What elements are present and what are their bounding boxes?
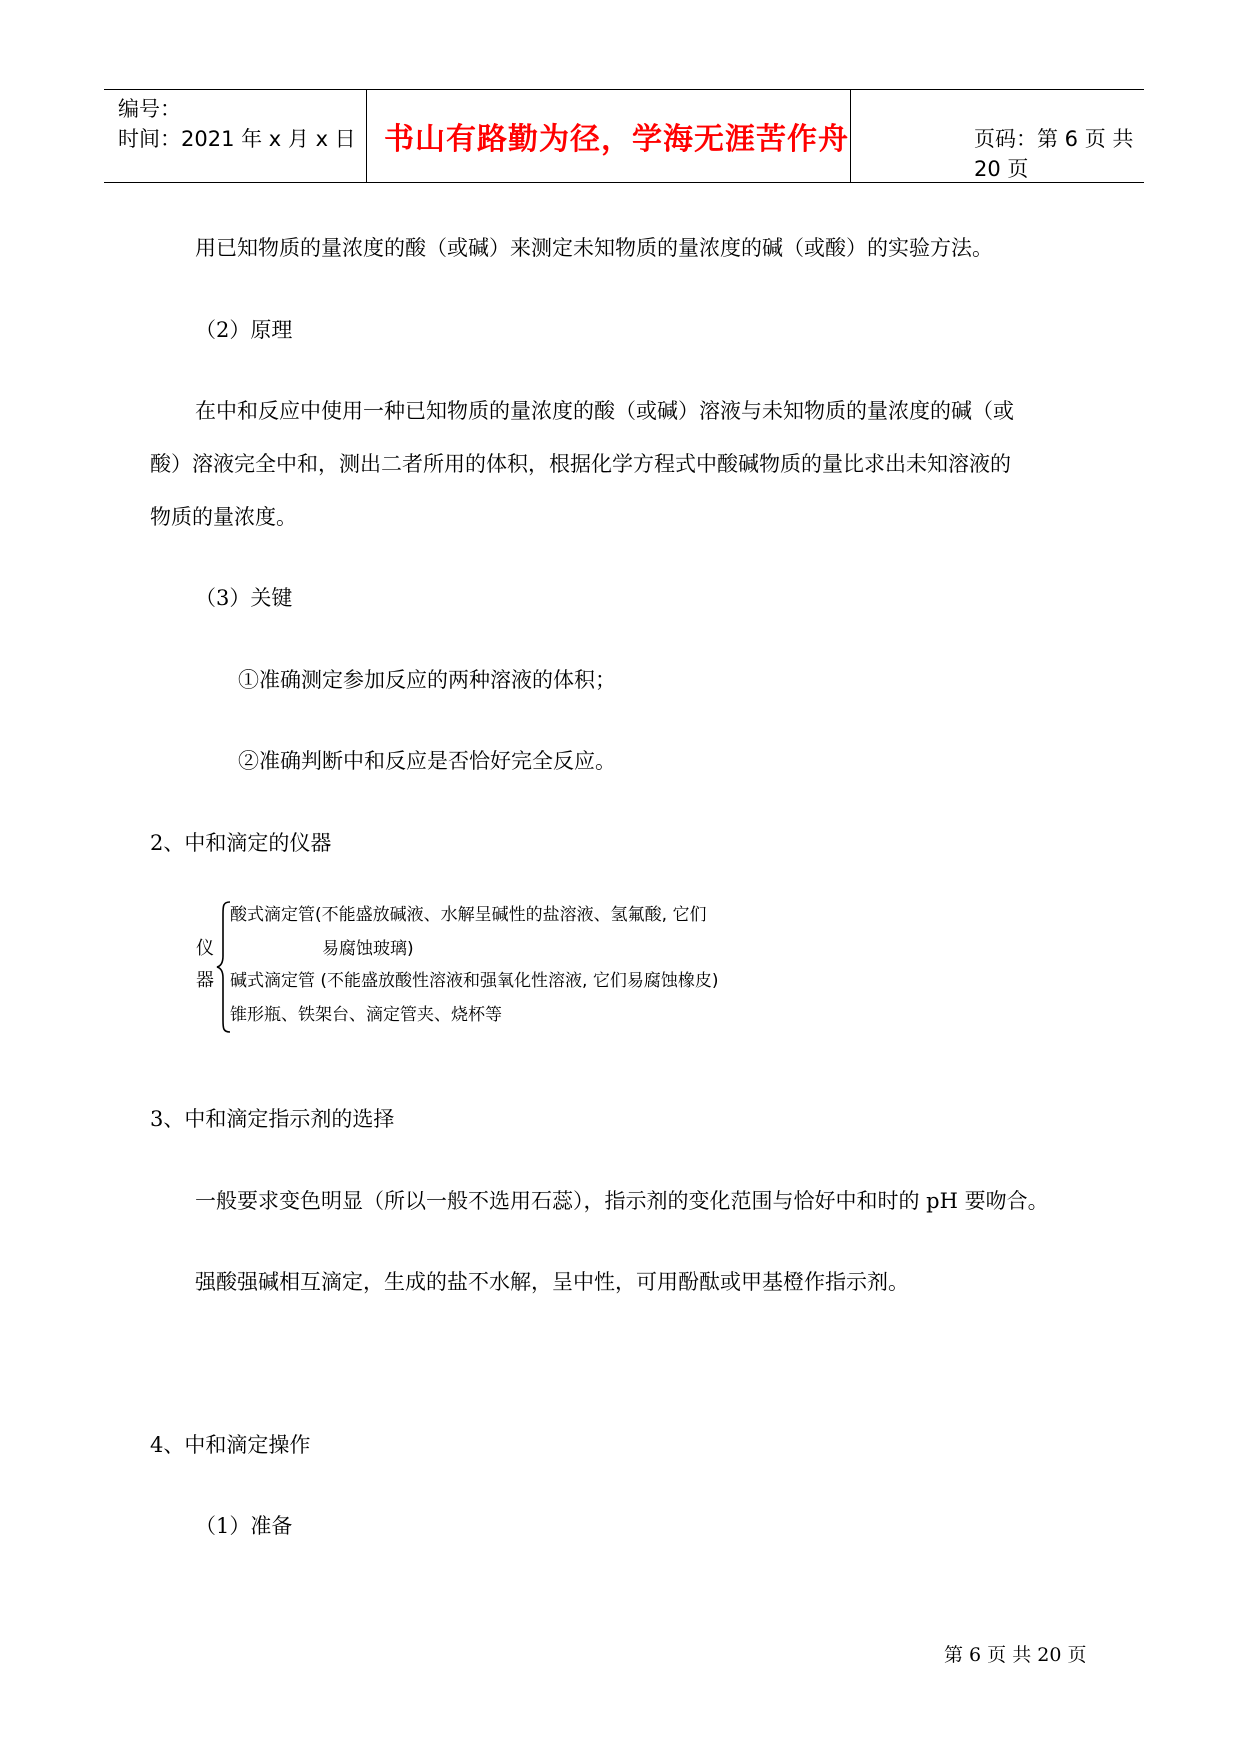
document-time-label: 时间：2021 年 x 月 x 日 — [118, 127, 356, 151]
page-footer: 第 6 页 共 20 页 — [944, 1644, 1087, 1666]
instruments-label-bottom: 器 — [196, 970, 214, 991]
instrument-others: 锥形瓶、铁架台、滴定管夹、烧杯等 — [230, 1005, 502, 1025]
document-number-label: 编号： — [118, 97, 181, 121]
page-header — [104, 89, 1144, 183]
key-point-2: ②准确判断中和反应是否恰好完全反应。 — [238, 749, 616, 773]
header-page-number: 页码：第 6 页 共 20 页 — [974, 127, 1134, 181]
header-meta — [118, 94, 358, 154]
heading-instruments: 2、中和滴定的仪器 — [150, 831, 332, 855]
heading-indicator: 3、中和滴定指示剂的选择 — [150, 1107, 395, 1131]
paragraph-principle-line3: 物质的量浓度。 — [150, 505, 297, 529]
instruments-label-top: 仪 — [196, 938, 214, 959]
subheading-preparation: （1）准备 — [195, 1514, 293, 1538]
subheading-key: （3）关键 — [195, 586, 293, 610]
paragraph-indicator-2: 强酸强碱相互滴定，生成的盐不水解，呈中性，可用酚酞或甲基橙作指示剂。 — [195, 1270, 909, 1294]
heading-operation: 4、中和滴定操作 — [150, 1433, 311, 1457]
paragraph-principle-line2: 酸）溶液完全中和，测出二者所用的体积，根据化学方程式中酸碱物质的量比求出未知溶液的 — [150, 452, 1011, 476]
paragraph-principle-line1: 在中和反应中使用一种已知物质的量浓度的酸（或碱）溶液与未知物质的量浓度的碱（或 — [195, 399, 1014, 423]
subheading-principle: （2）原理 — [195, 318, 293, 342]
header-divider-right — [850, 90, 851, 182]
header-divider-left — [366, 90, 367, 182]
instrument-acid-burette: 酸式滴定管(不能盛放碱液、水解呈碱性的盐溶液、氢氟酸, 它们 — [230, 905, 707, 925]
key-point-1: ①准确测定参加反应的两种溶液的体积； — [238, 668, 616, 692]
paragraph-definition: 用已知物质的量浓度的酸（或碱）来测定未知物质的量浓度的碱（或酸）的实验方法。 — [195, 236, 993, 260]
instruments-diagram — [192, 898, 792, 1038]
header-motto: 书山有路勤为径，学海无涯苦作舟 — [384, 122, 849, 157]
instrument-base-burette: 碱式滴定管 (不能盛放酸性溶液和强氧化性溶液, 它们易腐蚀橡皮) — [230, 971, 719, 991]
paragraph-indicator-1: 一般要求变色明显（所以一般不选用石蕊），指示剂的变化范围与恰好中和时的 pH 要吻合。 — [195, 1189, 1049, 1213]
instrument-acid-burette-note: 易腐蚀玻璃) — [322, 939, 414, 959]
